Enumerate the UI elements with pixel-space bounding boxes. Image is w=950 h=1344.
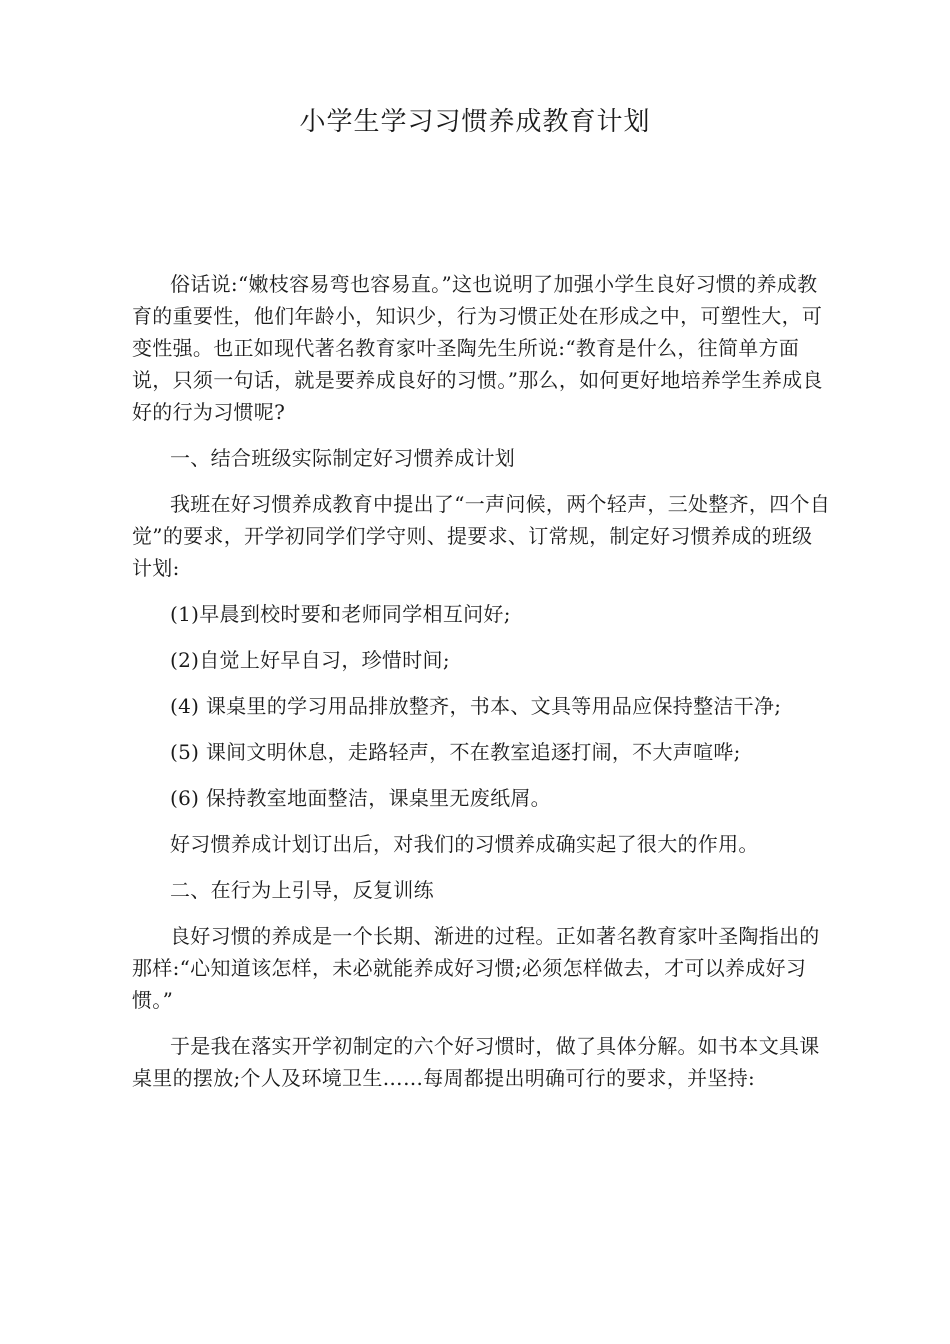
section-heading-1: 一、结合班级实际制定好习惯养成计划 bbox=[170, 446, 516, 470]
document-body bbox=[132, 268, 832, 1108]
paragraph-implementation: 于是我在落实开学初制定的六个好习惯时，做了具体分解。如书本文具课桌里的摆放;个人及环境卫生……每周都提出明确可行的要求，并坚持: bbox=[132, 1034, 820, 1090]
list-item: (5) 课间文明休息，走路轻声，不在教室追逐打闹，不大声喧哗; bbox=[170, 740, 741, 764]
document-title: 小学生学习习惯养成教育计划 bbox=[299, 107, 651, 137]
paragraph-quote: 良好习惯的养成是一个长期、渐进的过程。正如著名教育家叶圣陶指出的那样:“心知道该怎样，未必就能养成好习惯;必须怎样做去，才可以养成好习惯。” bbox=[132, 924, 820, 1012]
paragraph-plan-effect: 好习惯养成计划订出后，对我们的习惯养成确实起了很大的作用。 bbox=[170, 832, 759, 856]
list-item: (2)自觉上好早自习，珍惜时间; bbox=[170, 648, 450, 672]
paragraph-class-requirements: 我班在好习惯养成教育中提出了“一声问候，两个轻声，三处整齐，四个自觉”的要求，开学初同学们学守则、提要求、订常规，制定好习惯养成的班级计划: bbox=[132, 492, 831, 580]
list-item: (1)早晨到校时要和老师同学相互问好; bbox=[170, 602, 511, 626]
section-heading-2: 二、在行为上引导，反复训练 bbox=[170, 878, 434, 902]
list-item: (4) 课桌里的学习用品排放整齐，书本、文具等用品应保持整洁干净; bbox=[170, 694, 782, 718]
paragraph-intro: 俗话说:“嫩枝容易弯也容易直。”这也说明了加强小学生良好习惯的养成教育的重要性，他们年龄小，知识少，行为习惯正处在形成之中，可塑性大，可变性强。也正如现代著名教育家叶圣陶先生所说:“教育是什么，往简单方面说，只须一句话，就是要养成良好的习惯。”那么，如何更好地培养学生养成良好的行为习惯呢? bbox=[132, 272, 823, 424]
list-item: (6) 保持教室地面整洁，课桌里无废纸屑。 bbox=[170, 786, 551, 810]
